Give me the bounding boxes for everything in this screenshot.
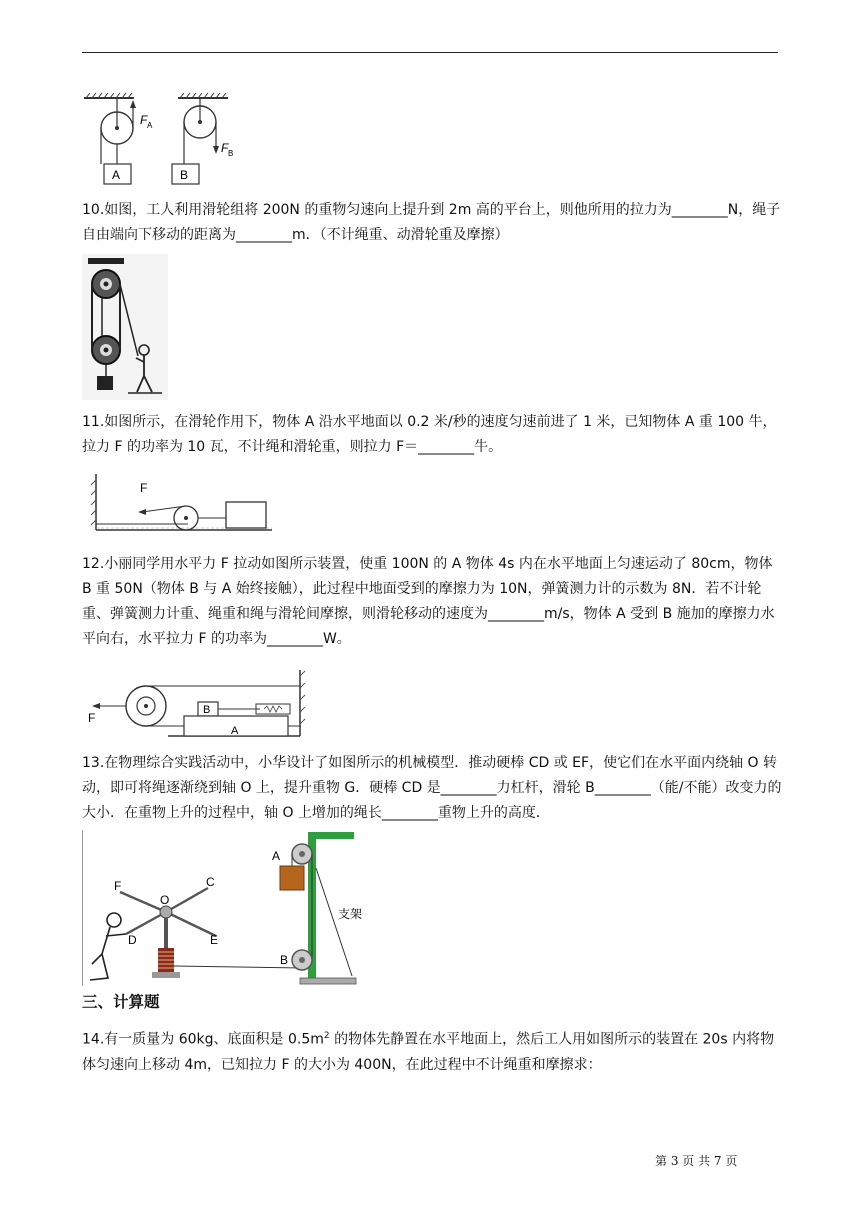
pulley-figure-ab: [80, 92, 250, 190]
box-b-label: B: [180, 168, 189, 182]
question-12: 12.小丽同学用水平力 F 拉动如图所示装置，使重 100N 的 A 物体 4s 内在水平地面上匀速运动了 80cm，物体 B 重 50N（物体 B 与 A 始终接触），此过程中地面受到的摩擦力为 10N，弹簧测力计的示数为 8N．若不计轮重、弹簧测力计重、绳重和绳与滑轮间摩擦，则滑轮移动的速度为________m/s，物体 A 受到 B 施加的摩擦力水平向右，水平拉力 F 的功率为________W。: [82, 556, 775, 647]
force-fa-label: F: [140, 113, 148, 127]
header-rule: [82, 52, 778, 53]
label-a: A: [272, 849, 281, 863]
force-fb-label: F: [221, 141, 229, 155]
page-footer: 第 3 页 共 7 页: [655, 1154, 738, 1168]
q14-superscript: 2: [323, 1031, 330, 1041]
label-c: C: [206, 875, 215, 889]
box-a-label: A: [112, 168, 121, 182]
section-heading-calculation: 三、计算题: [82, 993, 160, 1011]
spring-scale-figure: [84, 666, 310, 742]
label-f: F: [114, 879, 122, 893]
force-f-label: F: [140, 481, 148, 495]
question-10: 10.如图，工人利用滑轮组将 200N 的重物匀速向上提升到 2m 高的平台上，则他所用的拉力为________N，绳子自由端向下移动的距离为________m．（不计绳重、动滑轮重及摩擦）: [82, 202, 781, 243]
box-a-label-q12: A: [231, 725, 239, 737]
label-support: 支架: [338, 907, 363, 921]
label-e: E: [210, 933, 219, 947]
q14-text-before: 14.有一质量为 60kg、底面积是 0.5m: [82, 1031, 324, 1048]
winch-model-figure: [82, 828, 372, 988]
question-13: 13.在物理综合实践活动中，小华设计了如图所示的机械模型．推动硬棒 CD 或 EF，使它们在水平面内绕轴 O 转动，即可将绳逐渐绕到轴 O 上，提升重物 G．硬棒 CD 是________力杠杆，滑轮 B________（能/不能）改变力的大小．在重物上升的过程中，轴 O 上增加的绳长________重物上升的高度．: [82, 755, 782, 821]
label-d: D: [128, 933, 137, 947]
label-b: B: [280, 953, 289, 967]
horizontal-pulley-figure: [88, 470, 274, 540]
label-o: O: [160, 893, 170, 907]
q14-text-after: 的物体先静置在水平地面上，然后工人用如图所示的装置在 20s 内将物体匀速向上移动 4m，已知拉力 F 的大小为 400N，在此过程中不计绳重和摩擦求：: [82, 1031, 775, 1073]
question-14: [82, 1024, 782, 1078]
question-11: 11.如图所示，在滑轮作用下，物体 A 沿水平地面以 0.2 米/秒的速度匀速前进了 1 米，已知物体 A 重 100 牛，拉力 F 的功率为 10 瓦，不计绳和滑轮重，则拉力 F＝________牛。: [82, 414, 777, 455]
force-fb-sub: B: [228, 149, 234, 158]
force-fa-sub: A: [147, 121, 153, 130]
pulley-block-worker-figure: [82, 254, 168, 400]
box-b-label-q12: B: [203, 704, 211, 716]
force-f-label-q12: F: [88, 711, 96, 725]
